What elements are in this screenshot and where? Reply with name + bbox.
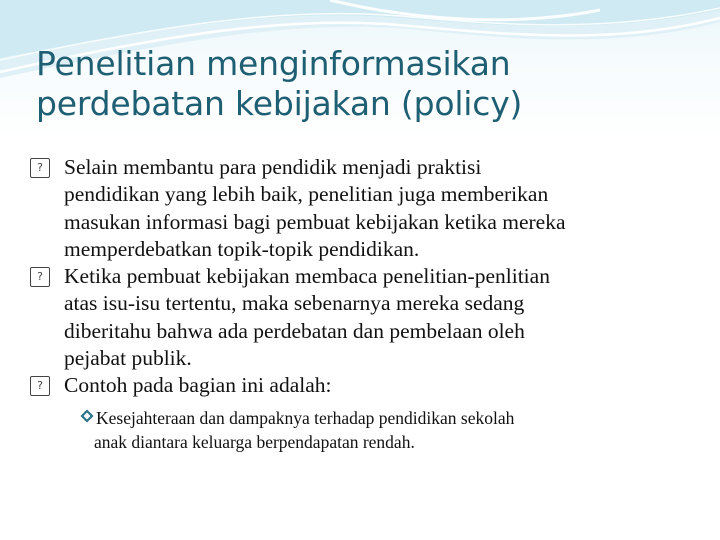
bullet-line: diberitahu bahwa ada perdebatan dan pembelaan oleh <box>64 318 525 343</box>
bullet-line: memperdebatkan topik-topik pendidikan. <box>64 236 420 261</box>
sub-bullet-line: Kesejahteraan dan dampaknya terhadap pendidikan sekolah <box>96 407 515 428</box>
missing-glyph-icon: ? <box>30 158 50 178</box>
sub-bullet-item <box>80 406 690 456</box>
bullet-line: pejabat publik. <box>64 346 192 371</box>
diamond-bullet-icon <box>80 409 94 423</box>
sub-bullet-line: anak diantara keluarga berpendapatan rendah. <box>94 432 415 453</box>
bullet-line: Ketika pembuat kebijakan membaca penelitian-penlitian <box>64 264 550 289</box>
slide-title-line: Penelitian menginformasikan <box>36 44 511 83</box>
bullet-line: pendidikan yang lebih baik, penelitian juga memberikan <box>64 182 549 207</box>
bullet-line: atas isu-isu tertentu, maka sebenarnya mereka sedang <box>64 291 525 316</box>
slide-body <box>30 154 690 455</box>
slide-title-line: perdebatan kebijakan (policy) <box>36 84 523 123</box>
bullet-item <box>30 263 690 372</box>
bullet-item <box>30 372 690 399</box>
slide-title <box>36 44 696 124</box>
missing-glyph-icon: ? <box>30 267 50 287</box>
missing-glyph-icon: ? <box>30 376 50 396</box>
bullet-line: Contoh pada bagian ini adalah: <box>64 373 332 398</box>
bullet-line: Selain membantu para pendidik menjadi praktisi <box>64 155 482 179</box>
bullet-line: masukan informasi bagi pembuat kebijakan ketika mereka <box>64 209 566 234</box>
bullet-item <box>30 154 690 263</box>
